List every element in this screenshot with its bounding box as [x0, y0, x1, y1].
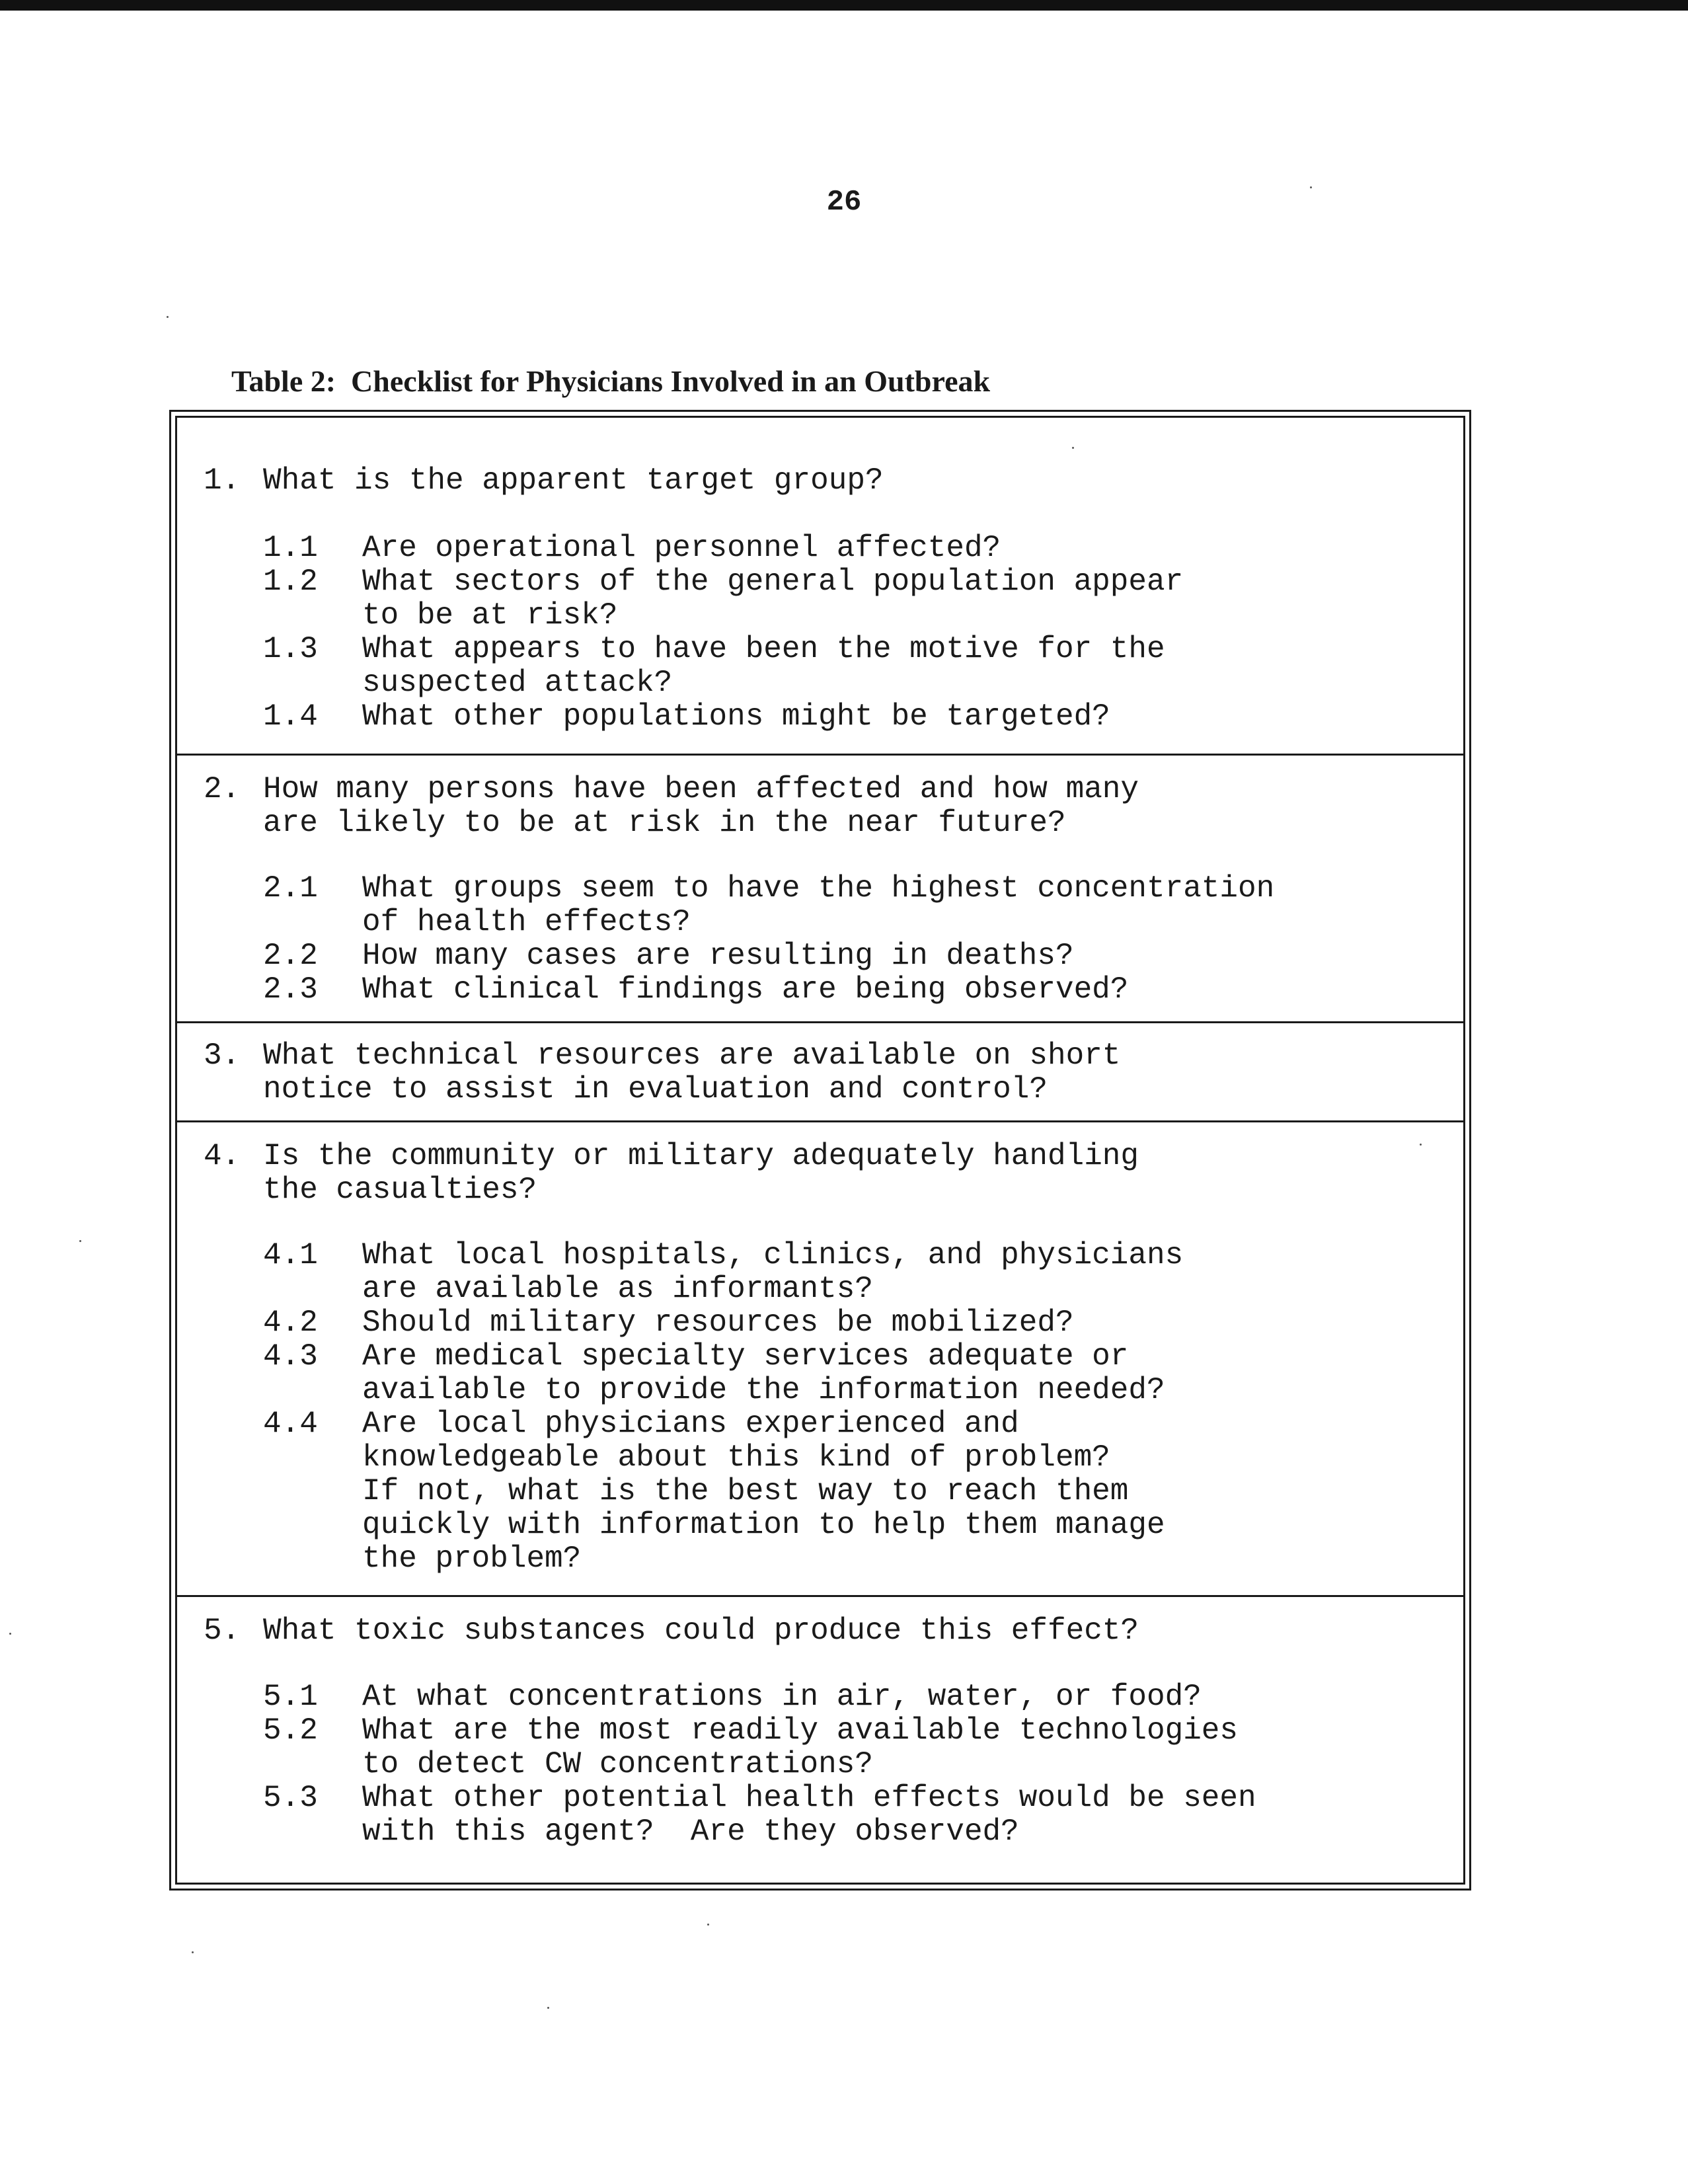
- sub-item-line: available to provide the information needed?: [362, 1373, 1165, 1407]
- sub-item-line: Are medical specialty services adequate or: [362, 1339, 1129, 1374]
- sub-item-line: What are the most readily available technologies: [362, 1713, 1239, 1748]
- sub-item-line: are available as informants?: [362, 1272, 873, 1306]
- table-caption: Table 2: Checklist for Physicians Involved in an Outbreak: [231, 364, 991, 398]
- checklist-section-3: [177, 1021, 1463, 1120]
- checklist-section-1: [177, 418, 1463, 754]
- sub-item-line: knowledgeable about this kind of problem?: [362, 1440, 1110, 1475]
- sub-item-line: to be at risk?: [362, 598, 618, 633]
- question-line: are likely to be at risk in the near future?: [263, 806, 1066, 840]
- scan-speck: [79, 1240, 81, 1242]
- sub-item-line: What local hospitals, clinics, and physicians: [362, 1238, 1184, 1272]
- sub-item-line: the problem?: [362, 1541, 582, 1576]
- sub-item-number: 2.3: [263, 972, 318, 1007]
- sub-item-line: What clinical findings are being observed?: [362, 972, 1129, 1007]
- sub-item-line: What sectors of the general population appear: [362, 565, 1184, 599]
- scan-speck: [9, 1633, 11, 1635]
- question-number: 2.: [204, 772, 241, 806]
- sub-item-number: 2.2: [263, 939, 318, 973]
- sub-item-line: suspected attack?: [362, 666, 673, 700]
- sub-item-line: How many cases are resulting in deaths?: [362, 939, 1074, 973]
- sub-item-number: 1.3: [263, 632, 318, 666]
- sub-item-line: of health effects?: [362, 905, 691, 939]
- sub-item-line: Should military resources be mobilized?: [362, 1306, 1074, 1340]
- page-number: 26: [826, 186, 862, 219]
- question-line: Is the community or military adequately handling: [263, 1139, 1139, 1173]
- sub-item-line: What appears to have been the motive for the: [362, 632, 1165, 666]
- sub-item-line: If not, what is the best way to reach them: [362, 1474, 1129, 1508]
- sub-item-number: 2.1: [263, 871, 318, 906]
- question-number: 4.: [204, 1139, 241, 1173]
- sub-item-number: 4.3: [263, 1339, 318, 1374]
- sub-item-number: 4.4: [263, 1407, 318, 1441]
- sub-item-line: with this agent? Are they observed?: [362, 1814, 1019, 1849]
- sub-item-line: What groups seem to have the highest concentration: [362, 871, 1275, 906]
- scan-speck: [547, 2007, 549, 2009]
- question-line: What is the apparent target group?: [263, 463, 884, 498]
- question-line: What technical resources are available on short: [263, 1038, 1121, 1073]
- sub-item-number: 4.2: [263, 1306, 318, 1340]
- sub-item-number: 4.1: [263, 1238, 318, 1272]
- checklist-table-inner: [175, 416, 1465, 1885]
- question-line: notice to assist in evaluation and control?: [263, 1072, 1048, 1107]
- sub-item-line: At what concentrations in air, water, or food?: [362, 1680, 1202, 1714]
- sub-item-number: 5.3: [263, 1781, 318, 1815]
- question-line: How many persons have been affected and how many: [263, 772, 1139, 806]
- question-line: What toxic substances could produce this effect?: [263, 1614, 1139, 1648]
- checklist-section-2: [177, 754, 1463, 1021]
- question-number: 3.: [204, 1038, 241, 1073]
- sub-item-line: to detect CW concentrations?: [362, 1747, 873, 1781]
- sub-item-line: What other populations might be targeted?: [362, 699, 1110, 734]
- scan-speck: [707, 1924, 709, 1926]
- scan-speck: [1420, 1144, 1422, 1146]
- scan-speck: [1072, 447, 1074, 449]
- sub-item-line: What other potential health effects would be seen: [362, 1781, 1256, 1815]
- sub-item-number: 5.1: [263, 1680, 318, 1714]
- sub-item-number: 5.2: [263, 1713, 318, 1748]
- sub-item-number: 1.2: [263, 565, 318, 599]
- sub-item-number: 1.4: [263, 699, 318, 734]
- sub-item-number: 1.1: [263, 531, 318, 565]
- question-number: 5.: [204, 1614, 241, 1648]
- scan-top-edge: [0, 0, 1688, 11]
- checklist-section-5: [177, 1595, 1463, 1891]
- scan-speck: [167, 316, 169, 318]
- checklist-table: [169, 410, 1471, 1891]
- question-line: the casualties?: [263, 1173, 537, 1207]
- sub-item-line: Are operational personnel affected?: [362, 531, 1001, 565]
- checklist-section-4: [177, 1120, 1463, 1595]
- sub-item-line: Are local physicians experienced and: [362, 1407, 1019, 1441]
- question-number: 1.: [204, 463, 241, 498]
- scan-speck: [192, 1951, 194, 1953]
- scan-speck: [1310, 186, 1312, 188]
- sub-item-line: quickly with information to help them manage: [362, 1508, 1165, 1542]
